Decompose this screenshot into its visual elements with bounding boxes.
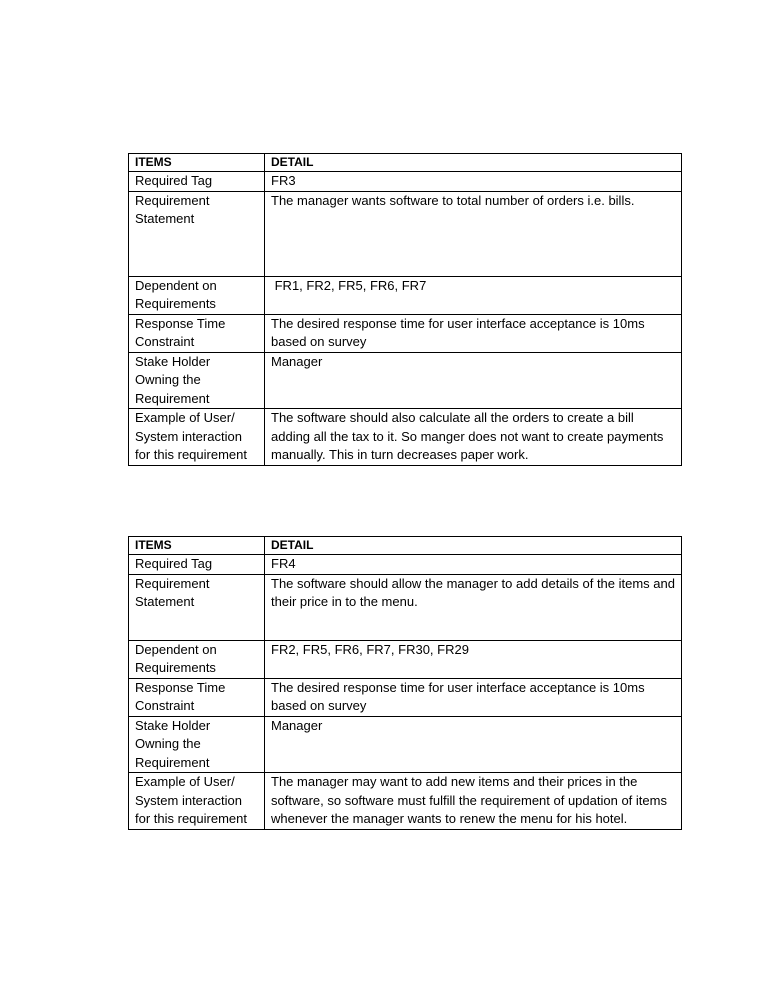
table-row xyxy=(129,773,682,830)
row-detail: The manager may want to add new items and their prices in the software, so software must fulfill the requirement of updation of items whenever the manager wants to renew the menu for his hotel. xyxy=(265,773,682,830)
row-detail: The manager wants software to total number of orders i.e. bills. xyxy=(265,191,682,276)
row-detail: FR3 xyxy=(265,172,682,192)
requirement-table-fr3 xyxy=(128,153,682,466)
row-item-label: Example of User/ System interaction for this requirement xyxy=(129,409,265,466)
row-detail: FR4 xyxy=(265,555,682,575)
row-item-label: Dependent on Requirements xyxy=(129,276,265,314)
table-row xyxy=(129,409,682,466)
requirement-table-fr4 xyxy=(128,536,682,830)
row-detail: The desired response time for user interface acceptance is 10ms based on survey xyxy=(265,678,682,716)
row-detail: FR1, FR2, FR5, FR6, FR7 xyxy=(265,276,682,314)
row-item-label: Example of User/ System interaction for this requirement xyxy=(129,773,265,830)
row-item-label: Dependent on Requirements xyxy=(129,640,265,678)
table-row xyxy=(129,574,682,640)
header-detail: DETAIL xyxy=(265,537,682,555)
row-item-label: Requirement Statement xyxy=(129,191,265,276)
row-detail: Manager xyxy=(265,352,682,409)
row-item-label: Required Tag xyxy=(129,555,265,575)
table-row xyxy=(129,172,682,192)
row-detail: FR2, FR5, FR6, FR7, FR30, FR29 xyxy=(265,640,682,678)
table-row xyxy=(129,678,682,716)
row-item-label: Response Time Constraint xyxy=(129,678,265,716)
table-row xyxy=(129,276,682,314)
row-item-label: Required Tag xyxy=(129,172,265,192)
table-header-row xyxy=(129,154,682,172)
table-header-row xyxy=(129,537,682,555)
row-item-label: Stake Holder Owning the Requirement xyxy=(129,352,265,409)
row-item-label: Response Time Constraint xyxy=(129,314,265,352)
row-detail: Manager xyxy=(265,716,682,773)
row-detail: The software should allow the manager to add details of the items and their price in to the menu. xyxy=(265,574,682,640)
table-row xyxy=(129,191,682,276)
table-row xyxy=(129,640,682,678)
table-row xyxy=(129,314,682,352)
row-item-label: Stake Holder Owning the Requirement xyxy=(129,716,265,773)
row-detail: The software should also calculate all the orders to create a bill adding all the tax to it. So manger does not want to create payments manually. This in turn decreases paper work. xyxy=(265,409,682,466)
row-item-label: Requirement Statement xyxy=(129,574,265,640)
row-detail: The desired response time for user interface acceptance is 10ms based on survey xyxy=(265,314,682,352)
header-items: ITEMS xyxy=(129,154,265,172)
table-row xyxy=(129,716,682,773)
table-row xyxy=(129,352,682,409)
table-row xyxy=(129,555,682,575)
header-detail: DETAIL xyxy=(265,154,682,172)
header-items: ITEMS xyxy=(129,537,265,555)
